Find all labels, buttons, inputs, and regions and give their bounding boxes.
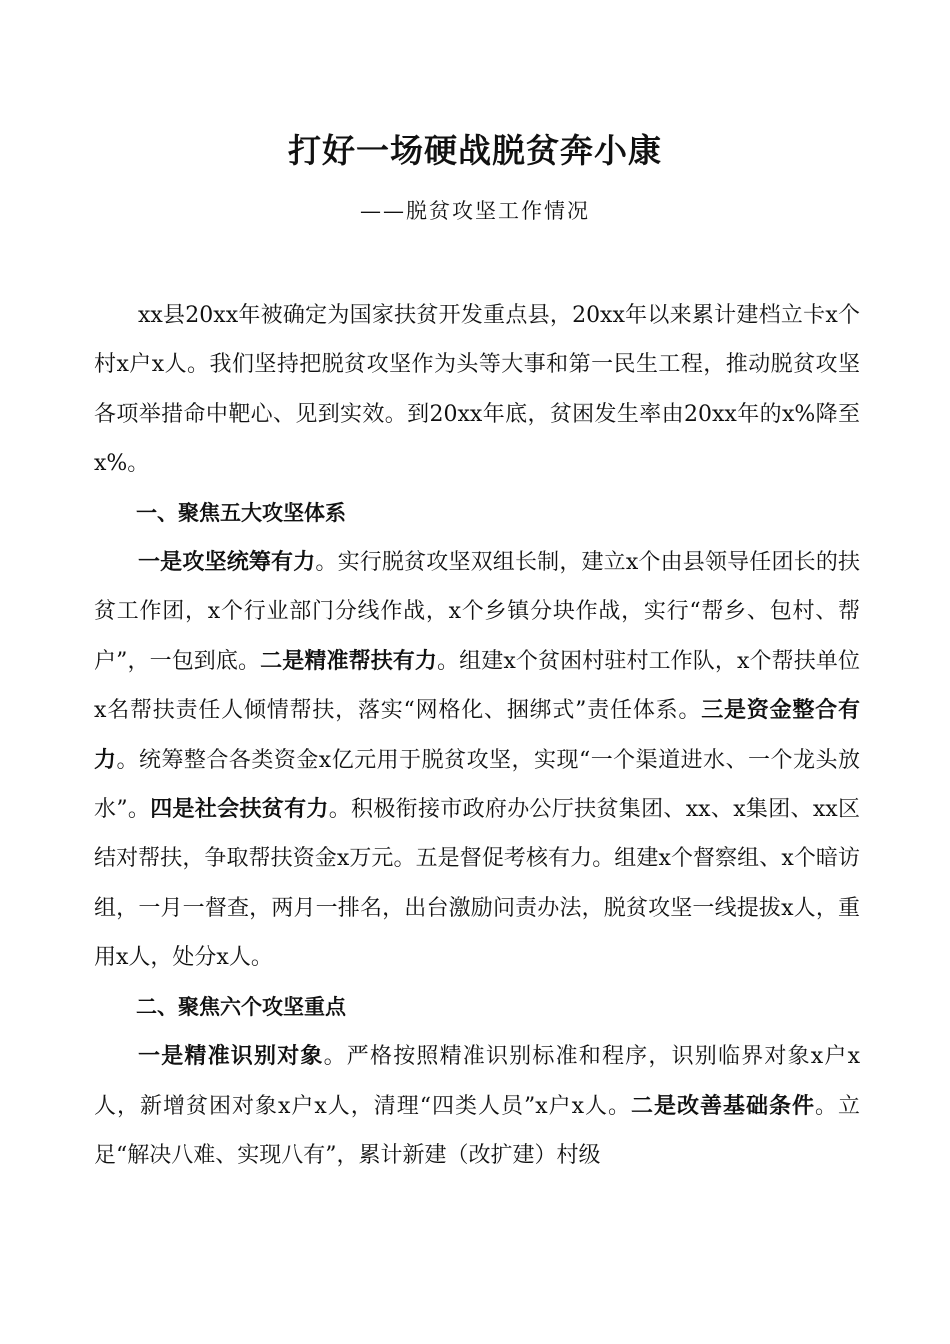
paragraph-text: 。统筹整合各类资金x亿元用于脱贫攻坚，实现“一个渠道进水、一个龙头放水”。 — [94, 747, 860, 823]
bold-lead: 二是精准帮扶有力 — [260, 648, 438, 674]
bold-lead: 一是攻坚统筹有力 — [138, 550, 316, 576]
document-body — [94, 291, 860, 1180]
bold-lead: 三是资金整合有力 — [94, 698, 860, 773]
paragraph-text: 。组建x个贫困村驻村工作队，x个帮扶单位x名帮扶责任人倾情帮扶，落实“网格化、捆绑式”责任体系。 — [94, 648, 860, 724]
bold-lead: 四是社会扶贫有力 — [150, 797, 329, 823]
body-paragraph — [94, 1032, 860, 1180]
bold-lead: 一是精准识别对象 — [138, 1044, 324, 1070]
body-paragraph — [94, 538, 860, 983]
paragraph-text: 。积极衔接市政府办公厅扶贫集团、xx、x集团、xx区结对帮扶，争取帮扶资金x万元。五是督促考核有力。组建x个督察组、x个暗访组，一月一督查，两月一排名，出台激励问责办法，脱贫攻坚一线提拔x人，重用x人，处分x人。 — [94, 797, 860, 971]
paragraph-text: 。实行脱贫攻坚双组长制，建立x个由县领导任团长的扶贫工作团，x个行业部门分线作战，x个乡镇分块作战，实行“帮乡、包村、帮户”，一包到底。 — [94, 550, 860, 674]
section-heading: 二、聚焦六个攻坚重点 — [136, 994, 346, 1019]
paragraph-text: 。立足“解决八难、实现八有”，累计新建（改扩建）村级 — [94, 1093, 860, 1168]
intro-paragraph: xx县20xx年被确定为国家扶贫开发重点县，20xx年以来累计建档立卡x个村x户x人。我们坚持把脱贫攻坚作为头等大事和第一民生工程，推动脱贫攻坚各项举措命中靶心、见到实效。到20xx年底，贫困发生率由20xx年的x%降至x%。 — [94, 303, 860, 477]
bold-lead: 二是改善基础条件 — [631, 1093, 815, 1119]
document-title: 打好一场硬战脱贫奔小康 — [288, 131, 662, 170]
document-subtitle: ——脱贫攻坚工作情况 — [360, 199, 590, 223]
paragraph-text: 。严格按照精准识别标准和程序，识别临界对象x户x人，新增贫困对象x户x人，清理“四类人员”x户x人。 — [94, 1044, 860, 1119]
section-heading: 一、聚焦五大攻坚体系 — [136, 500, 346, 525]
